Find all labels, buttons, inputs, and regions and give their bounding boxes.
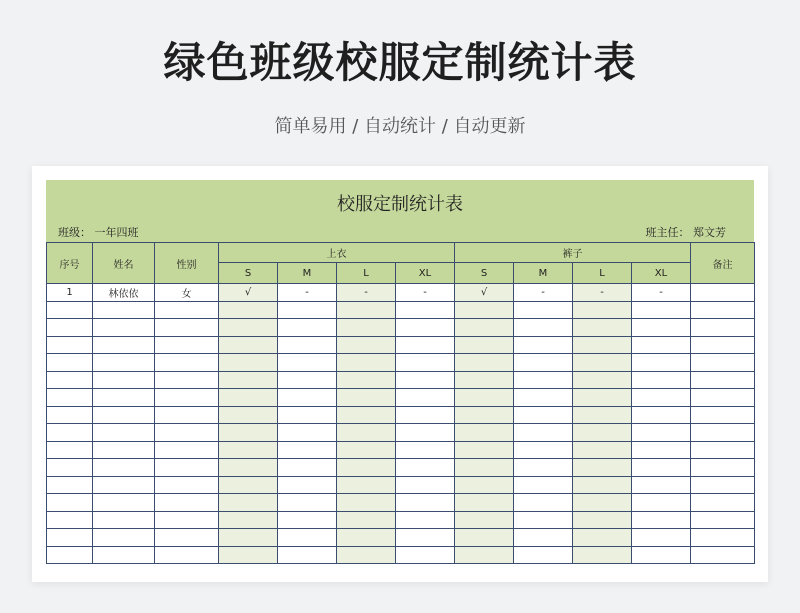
header-index: 序号 — [47, 243, 93, 284]
header-pants-size: M — [514, 263, 573, 284]
cell-top-s[interactable] — [219, 459, 278, 477]
cell-top-m[interactable] — [278, 389, 337, 407]
cell-remarks[interactable] — [691, 371, 755, 389]
cell-index[interactable] — [47, 319, 93, 337]
cell-pants-l[interactable] — [573, 476, 632, 494]
cell-index[interactable] — [47, 336, 93, 354]
cell-top-s[interactable] — [219, 424, 278, 442]
header-top-size: XL — [396, 263, 455, 284]
cell-pants-l[interactable] — [573, 336, 632, 354]
cell-top-xl[interactable] — [396, 529, 455, 547]
cell-gender[interactable] — [155, 424, 219, 442]
cell-pants-xl[interactable] — [632, 424, 691, 442]
cell-top-s[interactable] — [219, 511, 278, 529]
cell-pants-m[interactable] — [514, 424, 573, 442]
cell-name[interactable] — [93, 529, 155, 547]
cell-name[interactable] — [93, 424, 155, 442]
cell-pants-l[interactable] — [573, 546, 632, 564]
cell-index[interactable] — [47, 511, 93, 529]
table-row — [47, 371, 755, 389]
cell-pants-xl[interactable] — [632, 354, 691, 372]
cell-name[interactable] — [93, 476, 155, 494]
uniform-table — [46, 242, 755, 564]
cell-pants-m[interactable] — [514, 459, 573, 477]
cell-name[interactable] — [93, 389, 155, 407]
cell-top-m[interactable] — [278, 494, 337, 512]
cell-pants-s[interactable] — [455, 389, 514, 407]
table-row — [47, 389, 755, 407]
cell-top-s[interactable] — [219, 546, 278, 564]
cell-top-xl[interactable]: - — [396, 284, 455, 302]
cell-top-xl[interactable] — [396, 476, 455, 494]
cell-top-l[interactable] — [337, 529, 396, 547]
cell-top-xl[interactable] — [396, 301, 455, 319]
cell-gender[interactable] — [155, 319, 219, 337]
cell-remarks[interactable] — [691, 476, 755, 494]
cell-pants-xl[interactable]: - — [632, 284, 691, 302]
header-top-size: L — [337, 263, 396, 284]
cell-remarks[interactable] — [691, 336, 755, 354]
cell-name[interactable]: 林依依 — [93, 284, 155, 302]
cell-index[interactable] — [47, 389, 93, 407]
cell-pants-l[interactable] — [573, 529, 632, 547]
cell-top-l[interactable] — [337, 424, 396, 442]
sheet-title: 校服定制统计表 — [337, 194, 463, 215]
cell-top-m[interactable] — [278, 336, 337, 354]
table-row — [47, 284, 755, 302]
table-row — [47, 336, 755, 354]
sheet-header — [46, 180, 754, 242]
cell-gender[interactable] — [155, 354, 219, 372]
cell-pants-s[interactable] — [455, 546, 514, 564]
cell-top-l[interactable] — [337, 389, 396, 407]
cell-remarks[interactable] — [691, 546, 755, 564]
cell-remarks[interactable] — [691, 529, 755, 547]
cell-remarks[interactable] — [691, 284, 755, 302]
cell-top-s[interactable] — [219, 441, 278, 459]
cell-top-xl[interactable] — [396, 511, 455, 529]
cell-pants-l[interactable] — [573, 511, 632, 529]
cell-pants-xl[interactable] — [632, 459, 691, 477]
header-pants-size: S — [455, 263, 514, 284]
cell-top-m[interactable]: - — [278, 284, 337, 302]
cell-gender[interactable] — [155, 476, 219, 494]
header-gender: 性别 — [155, 243, 219, 284]
table-row — [47, 424, 755, 442]
cell-top-l[interactable] — [337, 459, 396, 477]
cell-pants-l[interactable] — [573, 441, 632, 459]
cell-top-xl[interactable] — [396, 319, 455, 337]
table-row — [47, 546, 755, 564]
cell-top-xl[interactable] — [396, 336, 455, 354]
header-top-size: M — [278, 263, 337, 284]
table-row — [47, 354, 755, 372]
cell-top-l[interactable] — [337, 546, 396, 564]
cell-pants-l[interactable] — [573, 406, 632, 424]
cell-index[interactable]: 1 — [47, 284, 93, 302]
cell-index[interactable] — [47, 459, 93, 477]
cell-top-xl[interactable] — [396, 389, 455, 407]
cell-pants-xl[interactable] — [632, 494, 691, 512]
cell-top-s[interactable] — [219, 336, 278, 354]
table-row — [47, 319, 755, 337]
cell-name[interactable] — [93, 319, 155, 337]
cell-name[interactable] — [93, 494, 155, 512]
cell-pants-s[interactable] — [455, 459, 514, 477]
cell-pants-xl[interactable] — [632, 389, 691, 407]
cell-top-l[interactable] — [337, 319, 396, 337]
cell-name[interactable] — [93, 546, 155, 564]
cell-top-s[interactable] — [219, 476, 278, 494]
cell-top-m[interactable] — [278, 371, 337, 389]
table-row — [47, 494, 755, 512]
sheet-preview-card — [32, 166, 768, 582]
cell-index[interactable] — [47, 476, 93, 494]
cell-pants-xl[interactable] — [632, 546, 691, 564]
cell-pants-l[interactable]: - — [573, 284, 632, 302]
cell-top-m[interactable] — [278, 406, 337, 424]
cell-remarks[interactable] — [691, 459, 755, 477]
cell-pants-s[interactable] — [455, 354, 514, 372]
cell-gender[interactable] — [155, 336, 219, 354]
cell-top-m[interactable] — [278, 354, 337, 372]
table-row — [47, 476, 755, 494]
cell-top-s[interactable] — [219, 406, 278, 424]
cell-pants-m[interactable] — [514, 371, 573, 389]
cell-top-m[interactable] — [278, 459, 337, 477]
cell-top-s[interactable] — [219, 529, 278, 547]
table-row — [47, 459, 755, 477]
cell-index[interactable] — [47, 301, 93, 319]
cell-gender[interactable] — [155, 371, 219, 389]
cell-index[interactable] — [47, 494, 93, 512]
cell-gender[interactable] — [155, 494, 219, 512]
cell-pants-xl[interactable] — [632, 336, 691, 354]
cell-top-xl[interactable] — [396, 494, 455, 512]
header-pants: 裤子 — [455, 243, 691, 263]
cell-top-xl[interactable] — [396, 441, 455, 459]
cell-index[interactable] — [47, 354, 93, 372]
cell-gender[interactable] — [155, 406, 219, 424]
table-row — [47, 441, 755, 459]
cell-pants-m[interactable] — [514, 406, 573, 424]
cell-pants-m[interactable] — [514, 511, 573, 529]
table-row — [47, 301, 755, 319]
cell-index[interactable] — [47, 371, 93, 389]
cell-pants-l[interactable] — [573, 301, 632, 319]
cell-pants-l[interactable] — [573, 354, 632, 372]
cell-remarks[interactable] — [691, 389, 755, 407]
table-row — [47, 511, 755, 529]
cell-top-m[interactable] — [278, 546, 337, 564]
cell-pants-s[interactable] — [455, 441, 514, 459]
cell-pants-m[interactable] — [514, 476, 573, 494]
cell-pants-s[interactable] — [455, 301, 514, 319]
cell-pants-s[interactable] — [455, 424, 514, 442]
cell-gender[interactable] — [155, 389, 219, 407]
cell-pants-m[interactable]: - — [514, 284, 573, 302]
cell-index[interactable] — [47, 441, 93, 459]
cell-name[interactable] — [93, 336, 155, 354]
cell-pants-m[interactable] — [514, 546, 573, 564]
cell-top-xl[interactable] — [396, 546, 455, 564]
cell-pants-s[interactable] — [455, 476, 514, 494]
cell-remarks[interactable] — [691, 406, 755, 424]
cell-pants-l[interactable] — [573, 389, 632, 407]
teacher-info: 班主任： 郑文芳 — [645, 226, 726, 239]
cell-pants-m[interactable] — [514, 354, 573, 372]
cell-pants-m[interactable] — [514, 494, 573, 512]
cell-top-l[interactable]: - — [337, 284, 396, 302]
cell-pants-s[interactable] — [455, 511, 514, 529]
cell-pants-l[interactable] — [573, 371, 632, 389]
cell-top-l[interactable] — [337, 354, 396, 372]
cell-top-xl[interactable] — [396, 354, 455, 372]
cell-name[interactable] — [93, 441, 155, 459]
cell-pants-xl[interactable] — [632, 476, 691, 494]
cell-top-m[interactable] — [278, 424, 337, 442]
cell-top-l[interactable] — [337, 494, 396, 512]
cell-gender[interactable] — [155, 529, 219, 547]
cell-top-l[interactable] — [337, 476, 396, 494]
class-info: 班级： 一年四班 — [58, 226, 139, 239]
cell-index[interactable] — [47, 546, 93, 564]
cell-top-xl[interactable] — [396, 406, 455, 424]
cell-gender[interactable] — [155, 511, 219, 529]
cell-index[interactable] — [47, 406, 93, 424]
cell-name[interactable] — [93, 301, 155, 319]
cell-top-l[interactable] — [337, 511, 396, 529]
cell-top-m[interactable] — [278, 511, 337, 529]
cell-pants-xl[interactable] — [632, 529, 691, 547]
cell-pants-m[interactable] — [514, 441, 573, 459]
cell-pants-s[interactable] — [455, 529, 514, 547]
cell-pants-l[interactable] — [573, 494, 632, 512]
cell-pants-xl[interactable] — [632, 301, 691, 319]
cell-gender[interactable] — [155, 459, 219, 477]
cell-top-l[interactable] — [337, 371, 396, 389]
cell-remarks[interactable] — [691, 301, 755, 319]
cell-pants-s[interactable]: √ — [455, 284, 514, 302]
cell-pants-m[interactable] — [514, 319, 573, 337]
cell-top-s[interactable] — [219, 494, 278, 512]
cell-pants-s[interactable] — [455, 494, 514, 512]
cell-pants-xl[interactable] — [632, 371, 691, 389]
header-name: 姓名 — [93, 243, 155, 284]
cell-pants-l[interactable] — [573, 319, 632, 337]
cell-top-s[interactable] — [219, 371, 278, 389]
cell-pants-xl[interactable] — [632, 319, 691, 337]
cell-top-m[interactable] — [278, 529, 337, 547]
cell-pants-xl[interactable] — [632, 511, 691, 529]
cell-pants-s[interactable] — [455, 319, 514, 337]
page-subtitle: 简单易用 / 自动统计 / 自动更新 — [274, 116, 526, 137]
cell-gender[interactable] — [155, 441, 219, 459]
table-body — [47, 284, 755, 564]
cell-top-m[interactable] — [278, 319, 337, 337]
cell-top-m[interactable] — [278, 441, 337, 459]
cell-remarks[interactable] — [691, 494, 755, 512]
cell-remarks[interactable] — [691, 354, 755, 372]
cell-name[interactable] — [93, 459, 155, 477]
cell-top-l[interactable] — [337, 441, 396, 459]
page-title: 绿色班级校服定制统计表 — [163, 38, 637, 87]
cell-pants-m[interactable] — [514, 336, 573, 354]
cell-top-l[interactable] — [337, 336, 396, 354]
header-top: 上衣 — [219, 243, 455, 263]
cell-remarks[interactable] — [691, 441, 755, 459]
cell-gender[interactable] — [155, 301, 219, 319]
cell-top-s[interactable] — [219, 301, 278, 319]
header-remarks: 备注 — [691, 243, 755, 284]
header-top-size: S — [219, 263, 278, 284]
cell-pants-s[interactable] — [455, 406, 514, 424]
cell-pants-xl[interactable] — [632, 441, 691, 459]
cell-gender[interactable] — [155, 546, 219, 564]
cell-pants-l[interactable] — [573, 459, 632, 477]
table-row — [47, 529, 755, 547]
header-pants-size: L — [573, 263, 632, 284]
cell-remarks[interactable] — [691, 511, 755, 529]
cell-pants-m[interactable] — [514, 301, 573, 319]
cell-pants-s[interactable] — [455, 336, 514, 354]
cell-top-s[interactable] — [219, 354, 278, 372]
cell-top-m[interactable] — [278, 476, 337, 494]
cell-top-s[interactable]: √ — [219, 284, 278, 302]
cell-pants-m[interactable] — [514, 389, 573, 407]
cell-remarks[interactable] — [691, 319, 755, 337]
cell-top-xl[interactable] — [396, 371, 455, 389]
cell-name[interactable] — [93, 354, 155, 372]
cell-pants-l[interactable] — [573, 424, 632, 442]
cell-index[interactable] — [47, 424, 93, 442]
cell-top-s[interactable] — [219, 389, 278, 407]
cell-top-l[interactable] — [337, 406, 396, 424]
cell-index[interactable] — [47, 529, 93, 547]
cell-top-xl[interactable] — [396, 459, 455, 477]
cell-name[interactable] — [93, 406, 155, 424]
cell-top-m[interactable] — [278, 301, 337, 319]
cell-gender[interactable]: 女 — [155, 284, 219, 302]
cell-pants-xl[interactable] — [632, 406, 691, 424]
cell-remarks[interactable] — [691, 424, 755, 442]
cell-top-xl[interactable] — [396, 424, 455, 442]
cell-top-l[interactable] — [337, 301, 396, 319]
table-row — [47, 406, 755, 424]
cell-pants-s[interactable] — [455, 371, 514, 389]
cell-top-s[interactable] — [219, 319, 278, 337]
cell-name[interactable] — [93, 511, 155, 529]
header-pants-size: XL — [632, 263, 691, 284]
cell-name[interactable] — [93, 371, 155, 389]
cell-pants-m[interactable] — [514, 529, 573, 547]
